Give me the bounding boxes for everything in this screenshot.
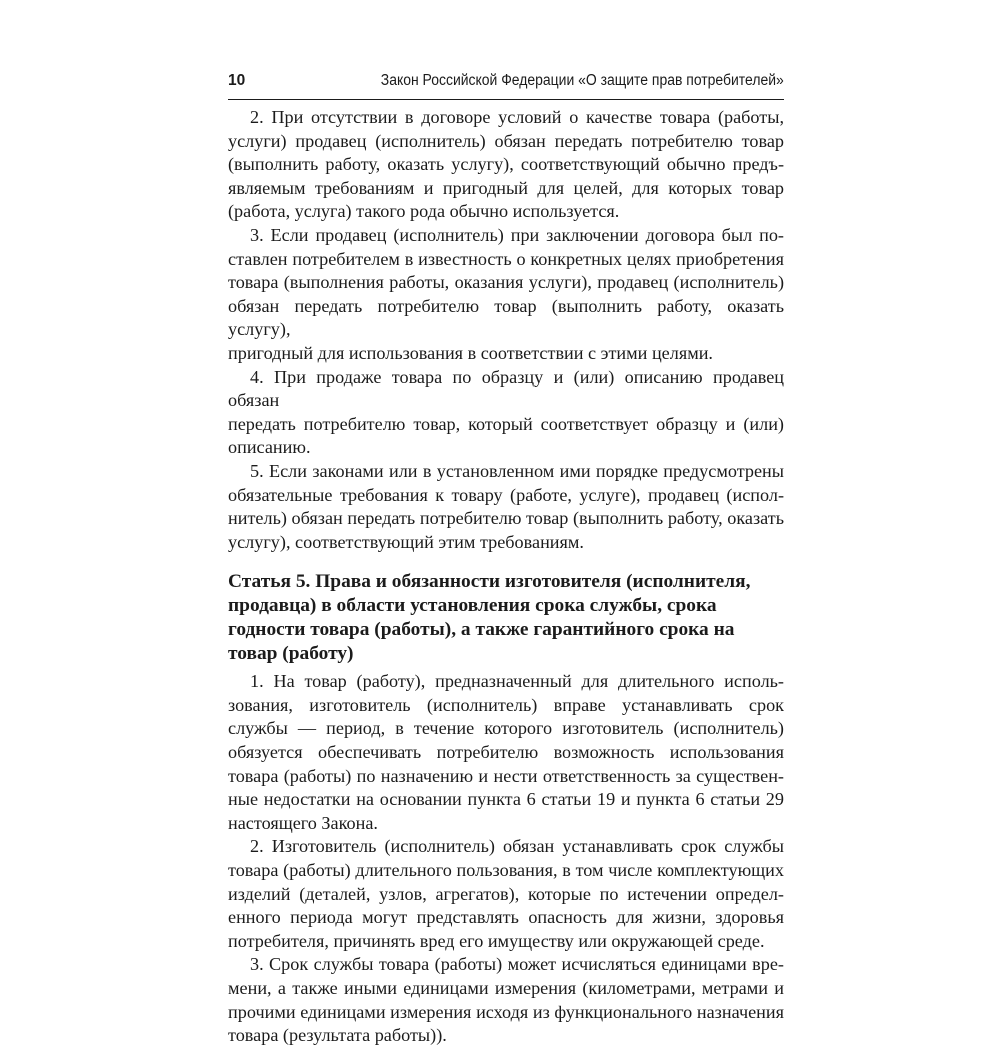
text-line: обязан передать потребителю товар (выполнить работу, оказать услугу), (228, 295, 784, 340)
text-line: мени, а также иными единицами измерения (километрами, метрами и (228, 978, 784, 998)
text-line: ставлен потребителем в известность о конкретных целях приобретения (228, 248, 784, 269)
text-line: услуги) продавец (исполнитель) обязан передать потребителю товар (228, 130, 784, 151)
paragraph-clause-4 (228, 366, 784, 460)
text-line: 2. При отсутствии в договоре условий о качестве товара (работы, (250, 107, 784, 127)
text-line: (работа, услуга) такого рода обычно используется. (228, 201, 620, 222)
text-line: 5. Если законами или в установленном ими порядке предусмотрены (250, 460, 784, 481)
text-line: товара (результата работы)). (228, 1025, 447, 1046)
text-line: товара (работы) длительного пользования, в том числе комплектующих (228, 860, 784, 881)
text-line: услугу), соответствующий этим требованиям. (228, 531, 584, 552)
text-line: прочими единицами измерения исходя из функционального назначения (228, 1001, 784, 1022)
paragraph-clause-3 (228, 224, 784, 366)
text-line: являемым требованиям и пригодный для целей, для которых товар (228, 177, 784, 198)
text-line: ные недостатки на основании пункта 6 статьи 19 и пункта 6 статьи 29 (228, 789, 784, 810)
running-header (228, 66, 784, 96)
text-line: товара (работы) по назначению и нести ответственность за существен- (228, 765, 784, 786)
body-text (228, 106, 784, 1048)
text-line: товара (выполнения работы, оказания услуги), продавец (исполнитель) (228, 272, 784, 293)
article-paragraph-1 (228, 670, 784, 835)
page-number: 10 (228, 72, 246, 89)
text-line: нитель) обязан передать потребителю товар (выполнить работу, оказать (228, 508, 784, 529)
text-line: потребителя, причинять вред его имуществу или окружающей среде. (228, 930, 765, 951)
paragraph-clause-5 (228, 460, 784, 554)
text-line: 4. При продаже товара по образцу и (или) описанию продавец обязан (228, 366, 784, 411)
text-line: 1. На товар (работу), предназначенный для длительного исполь- (250, 671, 784, 692)
text-line: зования, изготовитель (исполнитель) вправе устанавливать срок (228, 694, 784, 715)
text-line: обязательные требования к товару (работе, услуге), продавец (испол- (228, 484, 784, 505)
paragraph-clause-2 (228, 106, 784, 224)
text-line: обязуется обеспечивать потребителю возможность использования (228, 742, 784, 763)
header-rule (228, 99, 784, 100)
heading-line: Статья 5. Права и обязанности изготовителя (исполнителя, (228, 571, 751, 593)
text-line: 3. Срок службы товара (работы) может исчисляться единицами вре- (250, 954, 784, 975)
text-line: енного периода могут представлять опасность для жизни, здоровья (228, 907, 784, 928)
article-paragraph-2 (228, 835, 784, 953)
heading-line: продавца) в области установления срока службы, срока (228, 595, 717, 617)
text-line: (выполнить работу, оказать услугу), соответствующий обычно предъ- (228, 154, 784, 175)
text-line: 3. Если продавец (исполнитель) при заключении договора был по- (250, 224, 784, 245)
text-line: службы — период, в течение которого изготовитель (исполнитель) (228, 718, 784, 739)
heading-line: годности товара (работы), а также гарантийного срока на (228, 619, 735, 641)
article-heading (228, 570, 784, 666)
text-line: пригодный для использования в соответствии с этими целями. (228, 342, 713, 363)
text-line: настоящего Закона. (228, 812, 378, 833)
text-line: описанию. (228, 437, 311, 458)
text-line: передать потребителю товар, который соответствует образцу и (или) (228, 413, 784, 434)
heading-line: товар (работу) (228, 643, 354, 665)
text-line: изделий (деталей, узлов, агрегатов), которые по истечении определ- (228, 883, 784, 904)
text-line: 2. Изготовитель (исполнитель) обязан устанавливать срок службы (250, 836, 784, 857)
running-title: Закон Российской Федерации «О защите прав потребителей» (380, 72, 784, 89)
article-paragraph-3 (228, 953, 784, 1047)
